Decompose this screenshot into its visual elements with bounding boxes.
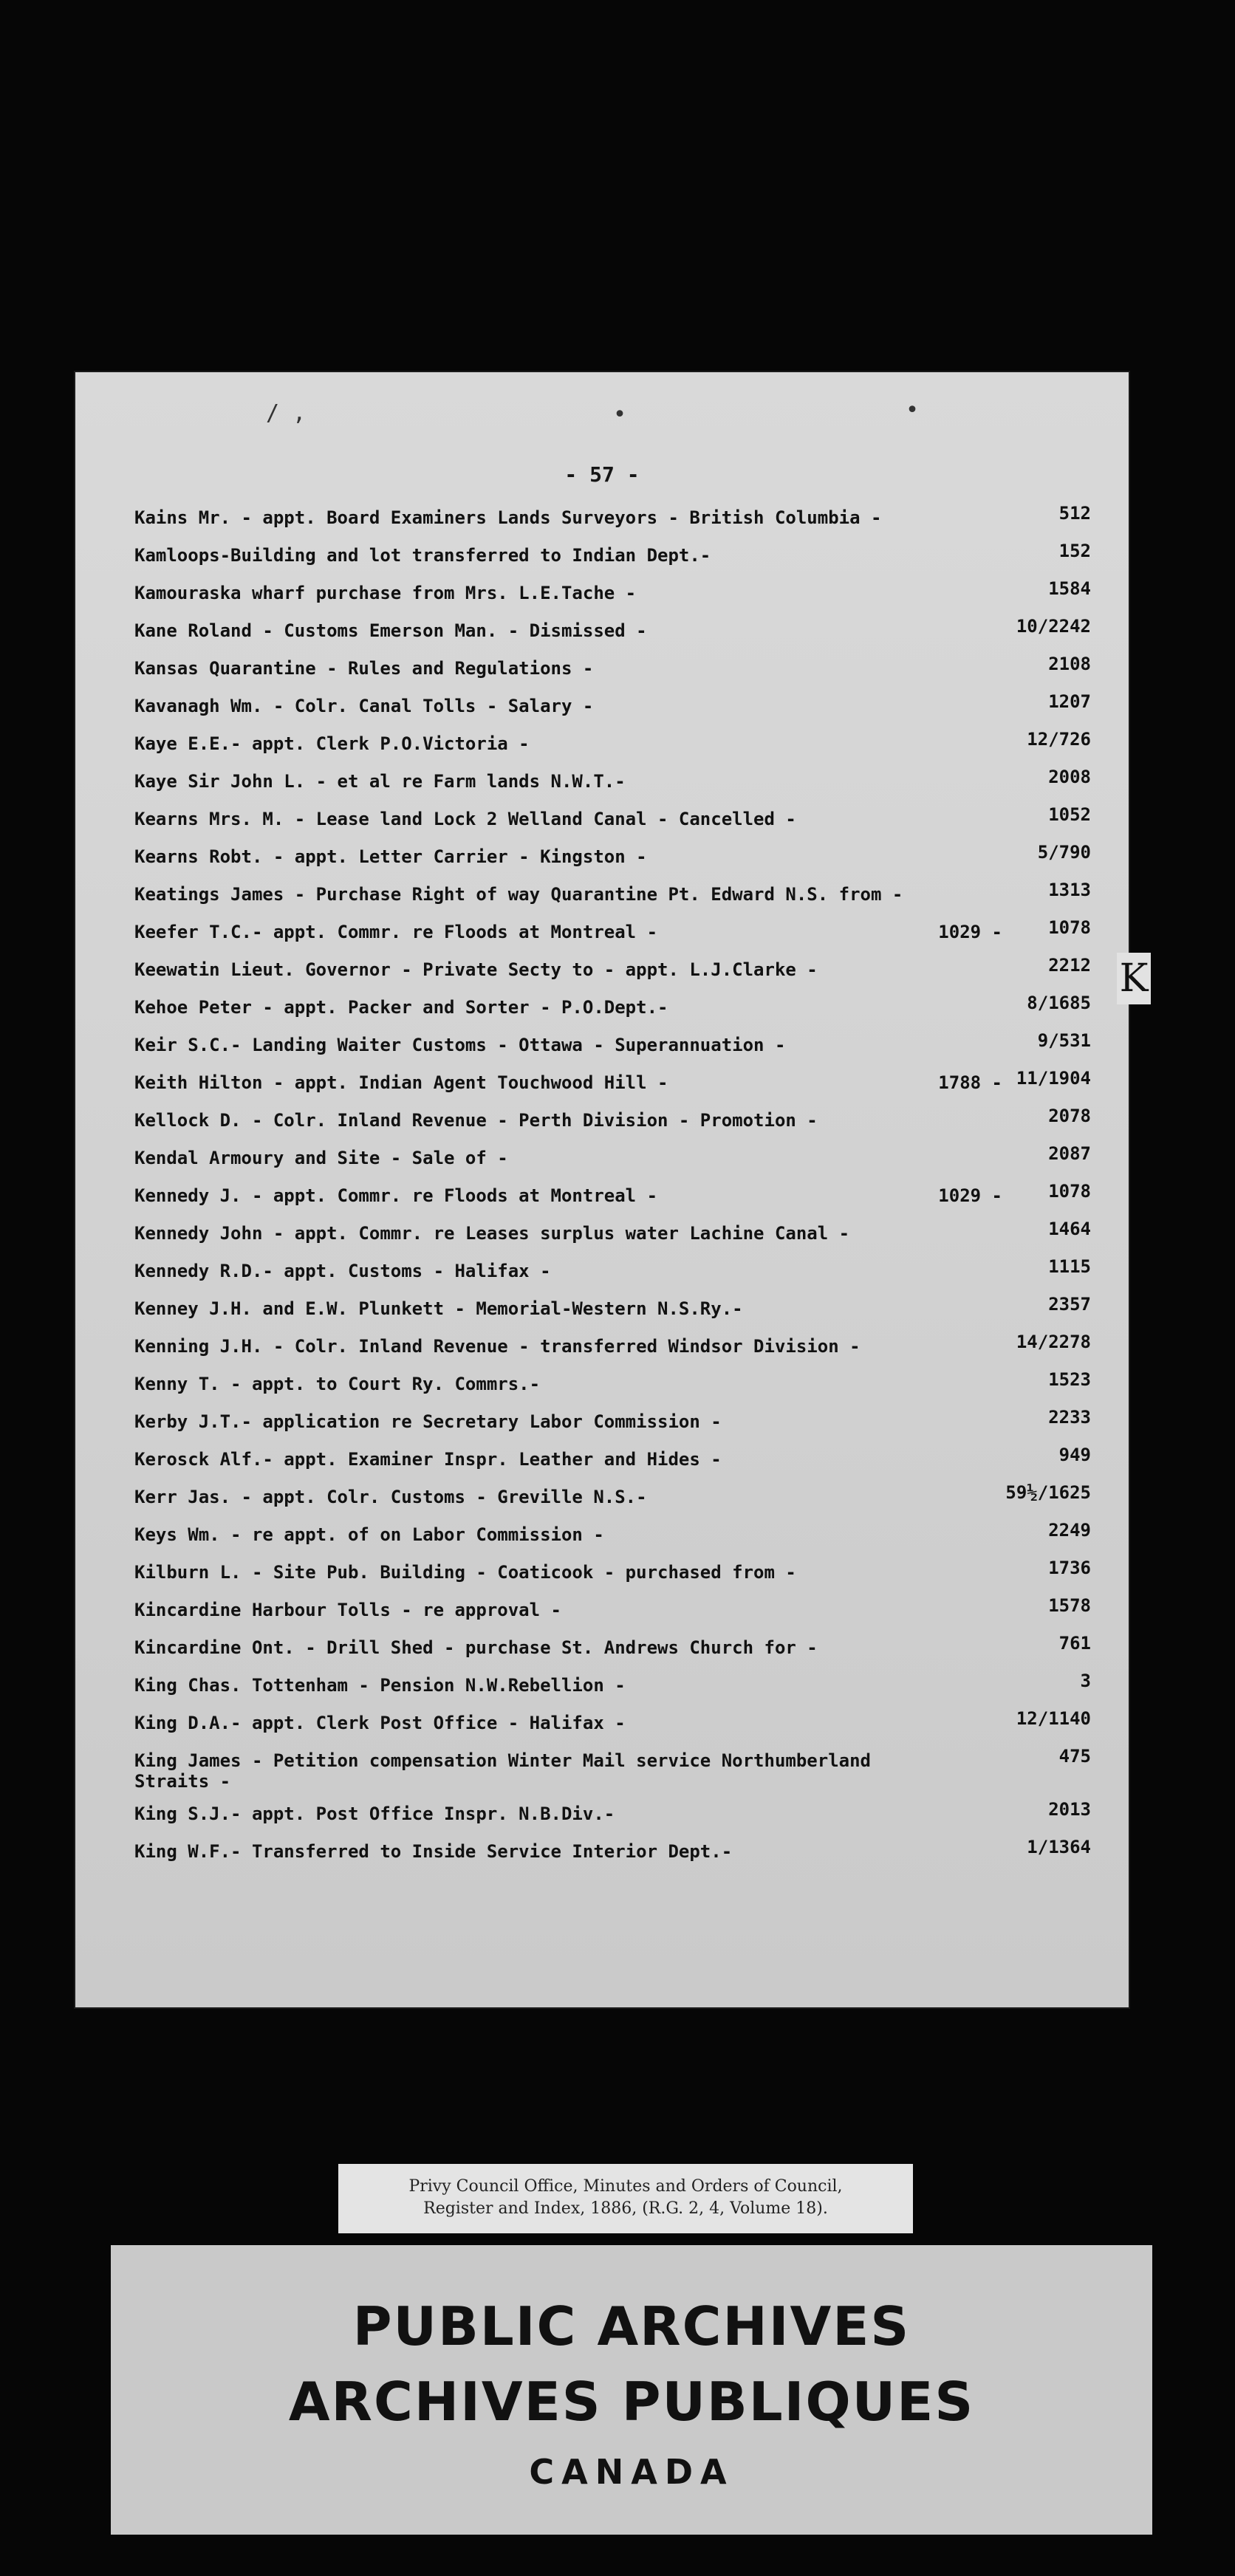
- entry-description: Kenning J.H. - Colr. Inland Revenue - transferred Windsor Division -: [134, 1336, 861, 1357]
- entry-description: Kane Roland - Customs Emerson Man. - Dismissed -: [134, 620, 647, 641]
- index-entry: [134, 1103, 1091, 1140]
- punch-dot: •: [613, 402, 627, 428]
- index-entry: [134, 613, 1091, 651]
- index-entry: [134, 1834, 1091, 1871]
- entry-description: Kavanagh Wm. - Colr. Canal Tolls - Salary -: [134, 696, 594, 716]
- index-entry: [134, 990, 1091, 1027]
- index-entry: [134, 1517, 1091, 1555]
- entry-description: Keatings James - Purchase Right of way Quarantine Pt. Edward N.S. from -: [134, 884, 903, 905]
- entry-reference-number: 2249: [1048, 1520, 1091, 1541]
- entry-reference-number: 1207: [1048, 691, 1091, 712]
- entry-description: Kaye Sir John L. - et al re Farm lands N.W.T.-: [134, 771, 626, 792]
- entry-reference-number: 2078: [1048, 1106, 1091, 1126]
- index-entry: [134, 651, 1091, 688]
- entry-description: Kilburn L. - Site Pub. Building - Coaticook - purchased from -: [134, 1562, 796, 1583]
- index-tab-letter: K: [1117, 953, 1151, 1004]
- pencil-mark: / ,: [266, 400, 307, 426]
- index-entry: [134, 952, 1091, 990]
- entry-reference-number: 761: [1058, 1633, 1091, 1654]
- entry-reference-number: 1584: [1048, 578, 1091, 599]
- entry-description: Kendal Armoury and Site - Sale of -: [134, 1148, 508, 1168]
- entry-reference-number: 1464: [1048, 1219, 1091, 1239]
- index-entry: [134, 1291, 1091, 1329]
- entry-reference-number: 152: [1058, 541, 1091, 561]
- entry-description: Kearns Robt. - appt. Letter Carrier - Kingston -: [134, 846, 647, 867]
- entry-description: Kains Mr. - appt. Board Examiners Lands Surveyors - British Columbia -: [134, 507, 882, 528]
- entry-reference-number: 512: [1058, 503, 1091, 524]
- entry-reference-number: 3: [1080, 1671, 1091, 1691]
- entry-description: Kenny T. - appt. to Court Ry. Commrs.-: [134, 1374, 541, 1394]
- entry-reference-number: 475: [1058, 1746, 1091, 1767]
- entry-description: Kearns Mrs. M. - Lease land Lock 2 Welland Canal - Cancelled -: [134, 809, 796, 829]
- index-entry: [134, 1668, 1091, 1705]
- entry-reference-number: 2013: [1048, 1799, 1091, 1820]
- entry-description: King W.F.- Transferred to Inside Service Interior Dept.-: [134, 1841, 733, 1862]
- entry-description: Kamloops-Building and lot transferred to Indian Dept.-: [134, 545, 711, 566]
- entry-description: Kerr Jas. - appt. Colr. Customs - Greville N.S.-: [134, 1487, 647, 1507]
- index-entry: [134, 1027, 1091, 1065]
- entry-reference-number: 2233: [1048, 1407, 1091, 1428]
- archives-stamp: [111, 2245, 1152, 2535]
- entry-reference-number: 2212: [1048, 955, 1091, 976]
- entry-description: Kansas Quarantine - Rules and Regulations -: [134, 658, 594, 679]
- stamp-line-public-archives: PUBLIC ARCHIVES: [352, 2295, 911, 2357]
- index-entry: [134, 1555, 1091, 1592]
- index-entry: [134, 1442, 1091, 1479]
- index-entry: [134, 801, 1091, 839]
- entry-description: Keir S.C.- Landing Waiter Customs - Ottawa - Superannuation -: [134, 1035, 786, 1055]
- entry-cross-reference: 1029 -: [938, 922, 1002, 942]
- entry-reference-number: 9/531: [1037, 1030, 1091, 1051]
- entry-reference-number: 12/726: [1027, 729, 1091, 750]
- caption-line: Register and Index, 1886, (R.G. 2, 4, Volume 18).: [423, 2199, 828, 2218]
- index-entry: [134, 1216, 1091, 1253]
- entry-reference-number: 1078: [1048, 1181, 1091, 1202]
- index-entry: [134, 538, 1091, 575]
- entry-reference-number: 5/790: [1037, 842, 1091, 863]
- index-entry: [134, 1140, 1091, 1178]
- entry-description: Keewatin Lieut. Governor - Private Secty to - appt. L.J.Clarke -: [134, 959, 818, 980]
- entry-reference-number: 1/1364: [1027, 1837, 1091, 1857]
- page-number: - 57 -: [564, 462, 640, 487]
- entry-reference-number: 1052: [1048, 804, 1091, 825]
- index-entry: [134, 1178, 1091, 1216]
- entry-description: Kehoe Peter - appt. Packer and Sorter - P.O.Dept.-: [134, 997, 668, 1018]
- entry-description: Kennedy J. - appt. Commr. re Floods at Montreal -: [134, 1185, 658, 1206]
- entry-description-continued: Straits -: [134, 1771, 231, 1792]
- entry-reference-number: 10/2242: [1016, 616, 1091, 637]
- entry-reference-number: 8/1685: [1027, 993, 1091, 1013]
- entry-cross-reference: 1029 -: [938, 1185, 1002, 1206]
- caption-line: Privy Council Office, Minutes and Orders of Council,: [408, 2177, 843, 2196]
- index-entry: [134, 575, 1091, 613]
- archive-caption: [338, 2164, 913, 2233]
- entry-description: Kincardine Harbour Tolls - re approval -: [134, 1600, 561, 1620]
- entry-description: Kennedy R.D.- appt. Customs - Halifax -: [134, 1261, 551, 1281]
- entry-description: Keys Wm. - re appt. of on Labor Commission -: [134, 1524, 604, 1545]
- entry-description: Kerosck Alf.- appt. Examiner Inspr. Leather and Hides -: [134, 1449, 722, 1470]
- entry-description: King S.J.- appt. Post Office Inspr. N.B.Div.-: [134, 1803, 615, 1824]
- entry-description: King James - Petition compensation Winter Mail service Northumberland: [134, 1750, 871, 1771]
- entry-reference-number: 12/1140: [1016, 1708, 1091, 1729]
- index-entry: [134, 839, 1091, 877]
- entry-reference-number: 1313: [1048, 880, 1091, 900]
- entry-reference-number: 11/1904: [1016, 1068, 1091, 1089]
- index-entries: [134, 500, 1091, 1871]
- stamp-line-canada: CANADA: [529, 2452, 734, 2492]
- entry-description: Kincardine Ont. - Drill Shed - purchase St. Andrews Church for -: [134, 1637, 818, 1658]
- entry-reference-number: 1523: [1048, 1369, 1091, 1390]
- entry-description: Kellock D. - Colr. Inland Revenue - Perth Division - Promotion -: [134, 1110, 818, 1131]
- index-entry: [134, 1705, 1091, 1743]
- entry-reference-number: 2108: [1048, 654, 1091, 674]
- index-entry: [134, 1253, 1091, 1291]
- entry-description: King D.A.- appt. Clerk Post Office - Halifax -: [134, 1713, 626, 1733]
- entry-reference-number: 1736: [1048, 1558, 1091, 1578]
- index-entry: [134, 1592, 1091, 1630]
- index-page: [74, 371, 1130, 2009]
- index-entry: [134, 1065, 1091, 1103]
- index-entry: [134, 1796, 1091, 1834]
- index-entry: [134, 500, 1091, 538]
- entry-description: Kennedy John - appt. Commr. re Leases surplus water Lachine Canal -: [134, 1223, 850, 1244]
- entry-description: Kamouraska wharf purchase from Mrs. L.E.Tache -: [134, 583, 637, 603]
- entry-reference-number: 2357: [1048, 1294, 1091, 1315]
- entry-description: Kerby J.T.- application re Secretary Labor Commission -: [134, 1411, 722, 1432]
- index-entry: [134, 1404, 1091, 1442]
- entry-reference-number: 14/2278: [1016, 1332, 1091, 1352]
- punch-dot: •: [906, 397, 920, 423]
- entry-cross-reference: 1788 -: [938, 1072, 1002, 1093]
- entry-description: King Chas. Tottenham - Pension N.W.Rebellion -: [134, 1675, 626, 1696]
- index-entry: [134, 1329, 1091, 1366]
- index-entry: [134, 1366, 1091, 1404]
- entry-reference-number: 1115: [1048, 1256, 1091, 1277]
- entry-reference-number: 59½/1625: [1005, 1482, 1091, 1503]
- entry-reference-number: 1078: [1048, 917, 1091, 938]
- stamp-line-archives-publiques: ARCHIVES PUBLIQUES: [288, 2371, 975, 2433]
- index-entry: [134, 1743, 1091, 1796]
- index-entry: [134, 877, 1091, 914]
- index-entry: [134, 914, 1091, 952]
- index-entry: [134, 726, 1091, 764]
- entry-description: Keith Hilton - appt. Indian Agent Touchwood Hill -: [134, 1072, 668, 1093]
- index-entry: [134, 1479, 1091, 1517]
- entry-reference-number: 2087: [1048, 1143, 1091, 1164]
- entry-reference-number: 2008: [1048, 767, 1091, 787]
- index-entry: [134, 1630, 1091, 1668]
- index-entry: [134, 688, 1091, 726]
- entry-description: Kaye E.E.- appt. Clerk P.O.Victoria -: [134, 733, 530, 754]
- index-entry: [134, 764, 1091, 801]
- entry-reference-number: 949: [1058, 1445, 1091, 1465]
- entry-description: Keefer T.C.- appt. Commr. re Floods at Montreal -: [134, 922, 658, 942]
- entry-description: Kenney J.H. and E.W. Plunkett - Memorial-Western N.S.Ry.-: [134, 1298, 743, 1319]
- entry-reference-number: 1578: [1048, 1595, 1091, 1616]
